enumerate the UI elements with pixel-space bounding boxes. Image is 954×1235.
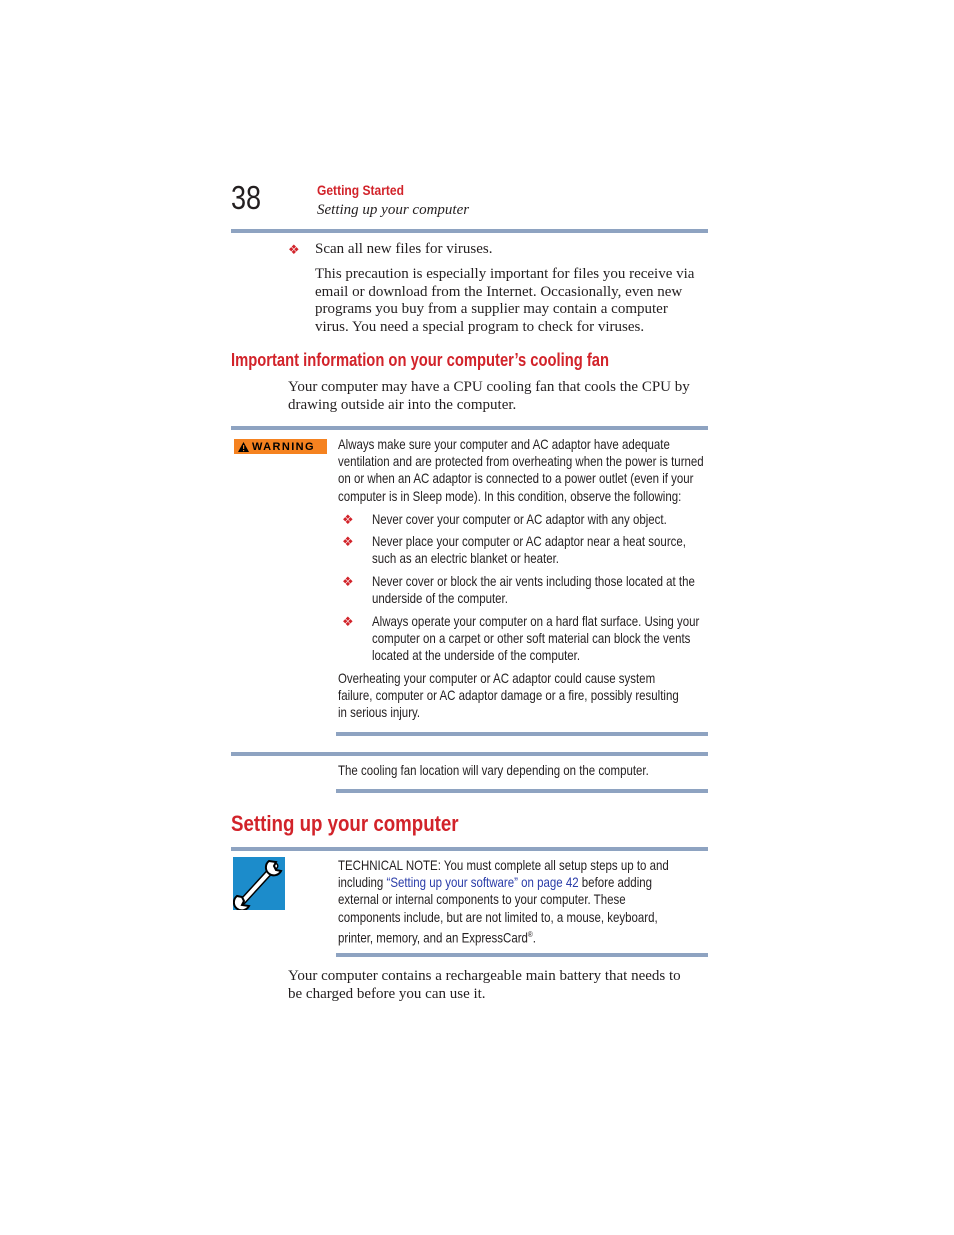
warning-bullet-2: Never place your computer or AC adaptor near a heat source, such as an electric blanket or heater. <box>372 533 686 567</box>
header-rule <box>231 229 708 233</box>
warning-top-rule <box>231 426 708 430</box>
tech-note-bottom-rule <box>336 953 708 957</box>
warning-bullet-1: Never cover your computer or AC adaptor with any object. <box>372 511 667 527</box>
diamond-bullet-icon: ❖ <box>342 512 354 527</box>
page-number: 38 <box>231 179 262 216</box>
diamond-bullet-icon: ❖ <box>342 534 354 549</box>
cooling-paragraph: Your computer may have a CPU cooling fan that cools the CPU by drawing outside air into the computer. <box>288 379 690 413</box>
warning-label: WARNING <box>252 440 315 453</box>
cooling-heading: Important information on your computer’s cooling fan <box>231 350 610 370</box>
bullet-paragraph: This precaution is especially important for files you receive via email or download from the Internet. Occasionally, even new programs you buy from a supplier may contain a computer virus. You need a special program to check for viruses. <box>315 266 695 335</box>
tech-note-text: TECHNICAL NOTE: You must complete all setup steps up to and including “Setting up your software” on page 42 before adding external or internal components to your computer. These components include, but are not limited to, a mouse, keyboard, printer, memory, and an ExpressCard®. <box>338 857 669 946</box>
warning-closing: Overheating your computer or AC adaptor could cause system failure, computer or AC adaptor damage or a fire, possibly resulting in serious injury. <box>338 670 679 721</box>
wrench-icon <box>233 857 285 910</box>
diamond-bullet-icon: ❖ <box>342 574 354 589</box>
warning-bottom-rule <box>336 732 708 736</box>
note-top-rule <box>231 752 708 756</box>
diamond-bullet-icon: ❖ <box>288 242 300 257</box>
battery-paragraph: Your computer contains a rechargeable main battery that needs to be charged before you can use it. <box>288 968 681 1002</box>
bullet-text: Scan all new files for viruses. <box>315 241 493 257</box>
warning-badge <box>234 439 327 454</box>
warning-bullet-3: Never cover or block the air vents including those located at the underside of the computer. <box>372 573 695 607</box>
setup-software-link[interactable]: “Setting up your software” on page 42 <box>386 874 579 891</box>
note-text: The cooling fan location will vary depending on the computer. <box>338 762 649 778</box>
chapter-title: Getting Started <box>317 182 404 198</box>
diamond-bullet-icon: ❖ <box>342 614 354 629</box>
note-bottom-rule <box>336 789 708 793</box>
warning-triangle-icon <box>238 442 249 452</box>
warning-bullet-4: Always operate your computer on a hard flat surface. Using your computer on a carpet or other soft material can block the vents located at the underside of the computer. <box>372 613 700 664</box>
tech-note-top-rule <box>231 847 708 851</box>
setup-heading: Setting up your computer <box>231 811 459 836</box>
warning-intro: Always make sure your computer and AC adaptor have adequate ventilation and are protected from overheating when the power is turned on or when an AC adaptor is connected to a power outlet (even if your computer is in Sleep mode). In this condition, observe the following: <box>338 436 704 504</box>
section-subtitle: Setting up your computer <box>317 202 470 218</box>
